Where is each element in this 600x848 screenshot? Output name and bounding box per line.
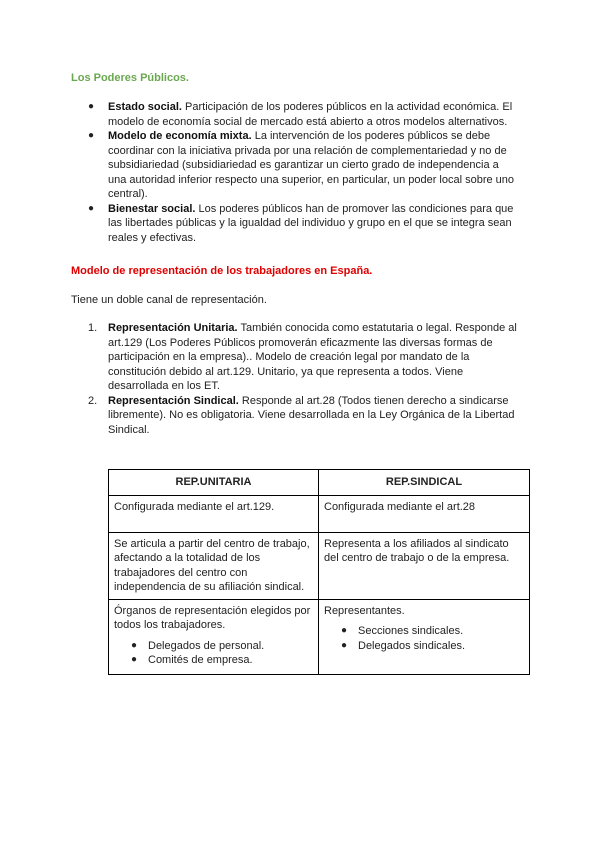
cell-text: Órganos de representación elegidos por todos los trabajadores.: [114, 604, 311, 631]
bullet-icon: ●: [341, 639, 348, 651]
section-heading-modelo-representacion: Modelo de representación de los trabajadores en España.: [71, 265, 373, 277]
list-item: [114, 653, 313, 668]
list-item: [0, 129, 520, 202]
cell-bullet-list: [114, 639, 313, 668]
comparison-table: [108, 469, 530, 675]
list-item-text: Los poderes públicos han de promover las condiciones para que las libertades públicas y la igualdad del individuo y grupo en el que se integra sean reales y efectivas.: [108, 202, 514, 244]
bullet-icon: ●: [88, 130, 95, 141]
table-cell: [109, 599, 319, 674]
list-item: [324, 624, 524, 639]
cell-text: Representantes.: [324, 604, 405, 617]
list-item-term: Bienestar social.: [108, 202, 196, 215]
table-cell: Configurada mediante el art.28: [319, 495, 530, 532]
table-cell: Representa a los afiliados al sindicato del centro de trabajo o de la empresa.: [319, 532, 530, 599]
intro-paragraph: Tiene un doble canal de representación.: [71, 294, 267, 306]
list-item-term: Estado social.: [108, 101, 182, 113]
section-heading-poderes-publicos: Los Poderes Públicos.: [71, 72, 189, 84]
list-item-text: La intervención de los poderes públicos se debe coordinar con la iniciativa privada por una relación de complementariedad y no de subsidiariedad (subsidiariedad es garantizar un cierto grado de independencia a una autoridad inferior respecto una superior, en particular, un poder local sobre uno central).: [108, 130, 515, 200]
bullet-icon: ●: [341, 625, 348, 636]
list-item-text: Delegados sindicales.: [358, 639, 466, 652]
bullet-icon: ●: [131, 654, 138, 665]
numbered-item-term: Representación Unitaria.: [108, 322, 238, 334]
item-number: 2.: [88, 394, 98, 407]
table-row: [109, 495, 530, 532]
list-item-text: Comités de empresa.: [148, 654, 253, 666]
cell-bullet-list: [324, 624, 524, 653]
bullet-icon: ●: [88, 202, 95, 214]
numbered-item-text: Responde al art.28 (Todos tienen derecho a sindicarse libremente). No es obligatoria. Viene desarrollada en la Ley Orgánica de la Libertad Sindical.: [108, 394, 515, 436]
table-cell: Se articula a partir del centro de trabajo, afectando a la totalidad de los trabajadores del centro con independencia de su afiliación sindical.: [109, 532, 319, 599]
list-item-text: Secciones sindicales.: [358, 625, 464, 637]
list-item-term: Modelo de economía mixta.: [108, 130, 252, 142]
numbered-item-text: También conocida como estatutaria o legal. Responde al art.129 (Los Poderes Públicos promoverán eficazmente las diversas formas de participación en la empresa).. Modelo de creación legal por mandato de la constitución debido al art.129. Unitario, ya que representa a todos. Viene desarrollada en los ET.: [108, 322, 517, 392]
table-row: [109, 532, 530, 599]
poderes-publicos-list: [0, 100, 520, 245]
representation-list: [0, 321, 525, 437]
bullet-icon: ●: [88, 101, 95, 112]
list-item: [324, 639, 524, 654]
item-number: 1.: [88, 322, 98, 334]
list-item: [114, 639, 313, 654]
bullet-icon: ●: [131, 639, 138, 651]
table-cell: Configurada mediante el art.129.: [109, 495, 319, 532]
header-rep-unitaria: REP.UNITARIA: [109, 470, 319, 496]
table-cell: [319, 599, 530, 674]
list-item-text: Delegados de personal.: [148, 639, 265, 652]
table-header-row: [109, 470, 530, 496]
table-row: [109, 599, 530, 674]
numbered-item: [0, 394, 525, 438]
list-item: [0, 100, 520, 129]
list-item: [0, 202, 520, 246]
header-rep-sindical: REP.SINDICAL: [319, 470, 530, 496]
numbered-item-term: Representación Sindical.: [108, 394, 239, 407]
numbered-item: [0, 321, 525, 394]
list-item-text: Participación de los poderes públicos en la actividad económica. El modelo de economía social de mercado está abierto a otros modelos alternativos.: [108, 101, 513, 128]
